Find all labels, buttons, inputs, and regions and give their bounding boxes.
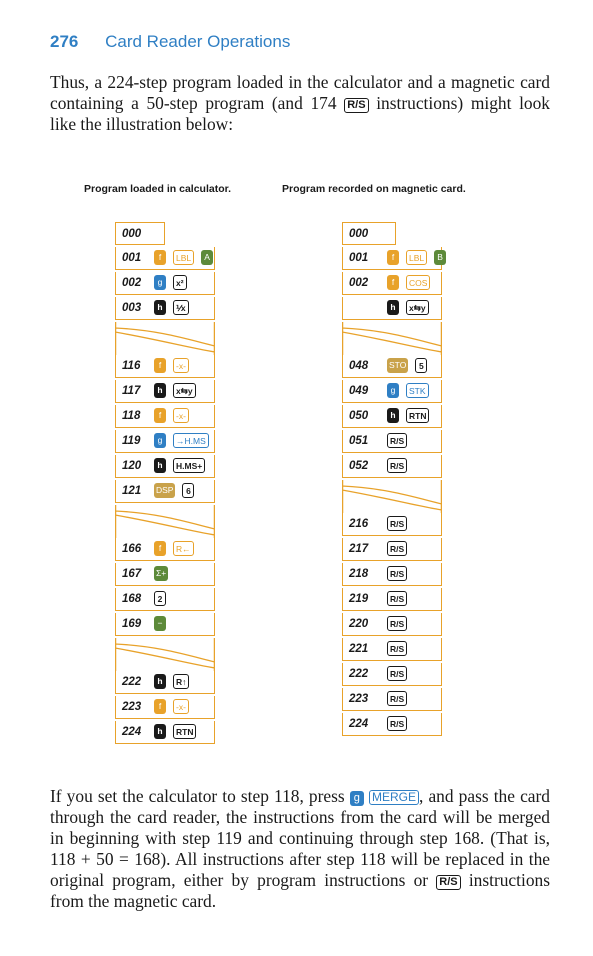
keycode-key: A — [201, 250, 213, 265]
tape-step-row — [342, 272, 442, 295]
keycode-key: h — [154, 458, 166, 473]
keycode-key: R/S — [387, 566, 407, 581]
tape-step-row — [115, 671, 215, 694]
tape-step-row — [342, 380, 442, 403]
keycode-key: f — [154, 358, 166, 373]
keycode-key: g — [154, 433, 166, 448]
tape-step-row — [342, 563, 442, 586]
keycode-key: R/S — [387, 616, 407, 631]
keycode-key: f — [154, 250, 166, 265]
keycode-key: 6 — [182, 483, 194, 498]
keycode-key: f — [387, 250, 399, 265]
tape-step-row — [342, 430, 442, 453]
tape-step-row — [115, 297, 215, 320]
step-number: 001 — [349, 252, 369, 264]
step-number: 050 — [349, 410, 369, 422]
page-header — [50, 32, 290, 52]
step-number: 166 — [122, 543, 142, 555]
tape-step-row — [342, 355, 442, 378]
keycode-key: f — [154, 699, 166, 714]
tape-step-row — [115, 480, 215, 503]
right-caption: Program recorded on magnetic card. — [282, 183, 466, 195]
keycode-key: f — [154, 408, 166, 423]
keycode-key: h — [154, 383, 166, 398]
tape-step-row — [115, 588, 215, 611]
tape-break — [342, 480, 442, 513]
keycode-key: h — [387, 408, 399, 423]
rs-key: R/S — [436, 875, 460, 890]
intro-text-2: instructions) might look like the illustration below: — [50, 93, 550, 134]
tape-step-row — [342, 405, 442, 428]
step-number: 167 — [122, 568, 142, 580]
tape-break — [115, 322, 215, 355]
keycode-key: R↑ — [173, 674, 189, 689]
step-number: 220 — [349, 618, 369, 630]
tape-break — [342, 322, 442, 355]
keycode-key: Σ+ — [154, 566, 168, 581]
keycode-key: -x- — [173, 408, 189, 423]
keycode-key: 2 — [154, 591, 166, 606]
step-number: 051 — [349, 435, 369, 447]
step-number: 222 — [122, 676, 142, 688]
g-key: g — [350, 791, 364, 806]
outro-text-2: , and pass the card through the card reader, the instructions from the card will be merged in beginning with step 119 and continuing through step 168. (That is, 118 + 50 = 168). All instructions after step 118 will be replaced in the original program, either by program instructions or — [50, 786, 550, 890]
keycode-key: f — [154, 541, 166, 556]
step-number: 216 — [349, 518, 369, 530]
keycode-key: →H.MS — [173, 433, 209, 448]
keycode-key: R/S — [387, 666, 407, 681]
step-number: 052 — [349, 460, 369, 472]
step-number: 222 — [349, 668, 369, 680]
step-number: 117 — [122, 385, 141, 397]
keycode-key: x² — [173, 275, 187, 290]
tape-step-row — [342, 222, 396, 245]
step-number: 049 — [349, 385, 369, 397]
step-number: 223 — [122, 701, 142, 713]
tape-step-row — [115, 721, 215, 744]
keycode-key: R/S — [387, 541, 407, 556]
keycode-key: LBL — [173, 250, 194, 265]
tape-step-row — [115, 380, 215, 403]
keycode-key: h — [154, 674, 166, 689]
tape-step-row — [342, 297, 442, 320]
tape-step-row — [115, 455, 215, 478]
tape-step-row — [115, 247, 215, 270]
tape-step-row — [342, 688, 442, 711]
step-number: 168 — [122, 593, 142, 605]
keycode-key: -x- — [173, 699, 189, 714]
tape-step-row — [115, 538, 215, 561]
keycode-key: R/S — [387, 641, 407, 656]
tape-break — [115, 638, 215, 671]
step-number: 221 — [349, 643, 369, 655]
keycode-key: h — [387, 300, 399, 315]
keycode-key: f — [387, 275, 399, 290]
keycode-key: DSP — [154, 483, 175, 498]
step-number: 218 — [349, 568, 369, 580]
merge-key: MERGE — [369, 790, 419, 805]
keycode-key: -x- — [173, 358, 189, 373]
step-number: 002 — [349, 277, 369, 289]
outro-paragraph — [50, 786, 550, 912]
step-number: 000 — [122, 228, 142, 240]
tape-step-row — [342, 538, 442, 561]
tape-step-row — [115, 430, 215, 453]
keycode-key: − — [154, 616, 166, 631]
keycode-key: H.MS+ — [173, 458, 205, 473]
tape-step-row — [342, 513, 442, 536]
tape-step-row — [342, 713, 442, 736]
keycode-key: R/S — [387, 458, 407, 473]
keycode-key: g — [387, 383, 399, 398]
step-number: 002 — [122, 277, 142, 289]
step-number: 223 — [349, 693, 369, 705]
tape-step-row — [342, 663, 442, 686]
keycode-key: h — [154, 300, 166, 315]
intro-text-1: Thus, a 224-step program loaded in the calculator and a magnetic card containing a 50-step program (and 174 — [50, 72, 550, 113]
outro-text-3: instructions from the magnetic card. — [50, 870, 550, 911]
keycode-key: R← — [173, 541, 194, 556]
step-number: 217 — [349, 543, 369, 555]
outro-text-1: If you set the calculator to step 118, press — [50, 786, 350, 806]
tape-step-row — [342, 247, 442, 270]
step-number: 118 — [122, 410, 141, 422]
keycode-key: B — [434, 250, 446, 265]
keycode-key: R/S — [387, 691, 407, 706]
intro-paragraph — [50, 72, 550, 135]
keycode-key: h — [154, 724, 166, 739]
tape-step-row — [115, 355, 215, 378]
step-number: 169 — [122, 618, 142, 630]
step-number: 121 — [122, 485, 142, 497]
step-number: 003 — [122, 302, 142, 314]
step-number: 224 — [122, 726, 142, 738]
tape-step-row — [115, 613, 215, 636]
step-number: 224 — [349, 718, 369, 730]
keycode-key: R/S — [387, 591, 407, 606]
tape-step-row — [342, 588, 442, 611]
step-number: 116 — [122, 360, 141, 372]
keycode-key: R/S — [387, 716, 407, 731]
step-number: 000 — [349, 228, 369, 240]
keycode-key: STK — [406, 383, 429, 398]
tape-step-row — [342, 613, 442, 636]
keycode-key: RTN — [406, 408, 429, 423]
tape-step-row — [115, 563, 215, 586]
keycode-key: R/S — [387, 516, 407, 531]
keycode-key: x⇆y — [173, 383, 196, 398]
keycode-key: 5 — [415, 358, 427, 373]
tape-break — [115, 505, 215, 538]
step-number: 120 — [122, 460, 142, 472]
step-number: 119 — [122, 435, 141, 447]
step-number: 219 — [349, 593, 369, 605]
keycode-key: COS — [406, 275, 430, 290]
keycode-key: g — [154, 275, 166, 290]
left-caption: Program loaded in calculator. — [84, 183, 232, 195]
tape-step-row — [115, 222, 165, 245]
rs-key: R/S — [344, 98, 368, 113]
chapter-title: Card Reader Operations — [105, 32, 291, 51]
step-number: 001 — [122, 252, 142, 264]
keycode-key: STO — [387, 358, 408, 373]
step-number: 048 — [349, 360, 369, 372]
keycode-key: R/S — [387, 433, 407, 448]
keycode-key: RTN — [173, 724, 196, 739]
tape-step-row — [115, 272, 215, 295]
keycode-key: ⅟x — [173, 300, 189, 315]
keycode-key: x⇆y — [406, 300, 429, 315]
tape-step-row — [115, 405, 215, 428]
keycode-key: LBL — [406, 250, 427, 265]
tape-step-row — [342, 455, 442, 478]
page-number: 276 — [50, 32, 79, 51]
tape-step-row — [115, 696, 215, 719]
tape-step-row — [342, 638, 442, 661]
